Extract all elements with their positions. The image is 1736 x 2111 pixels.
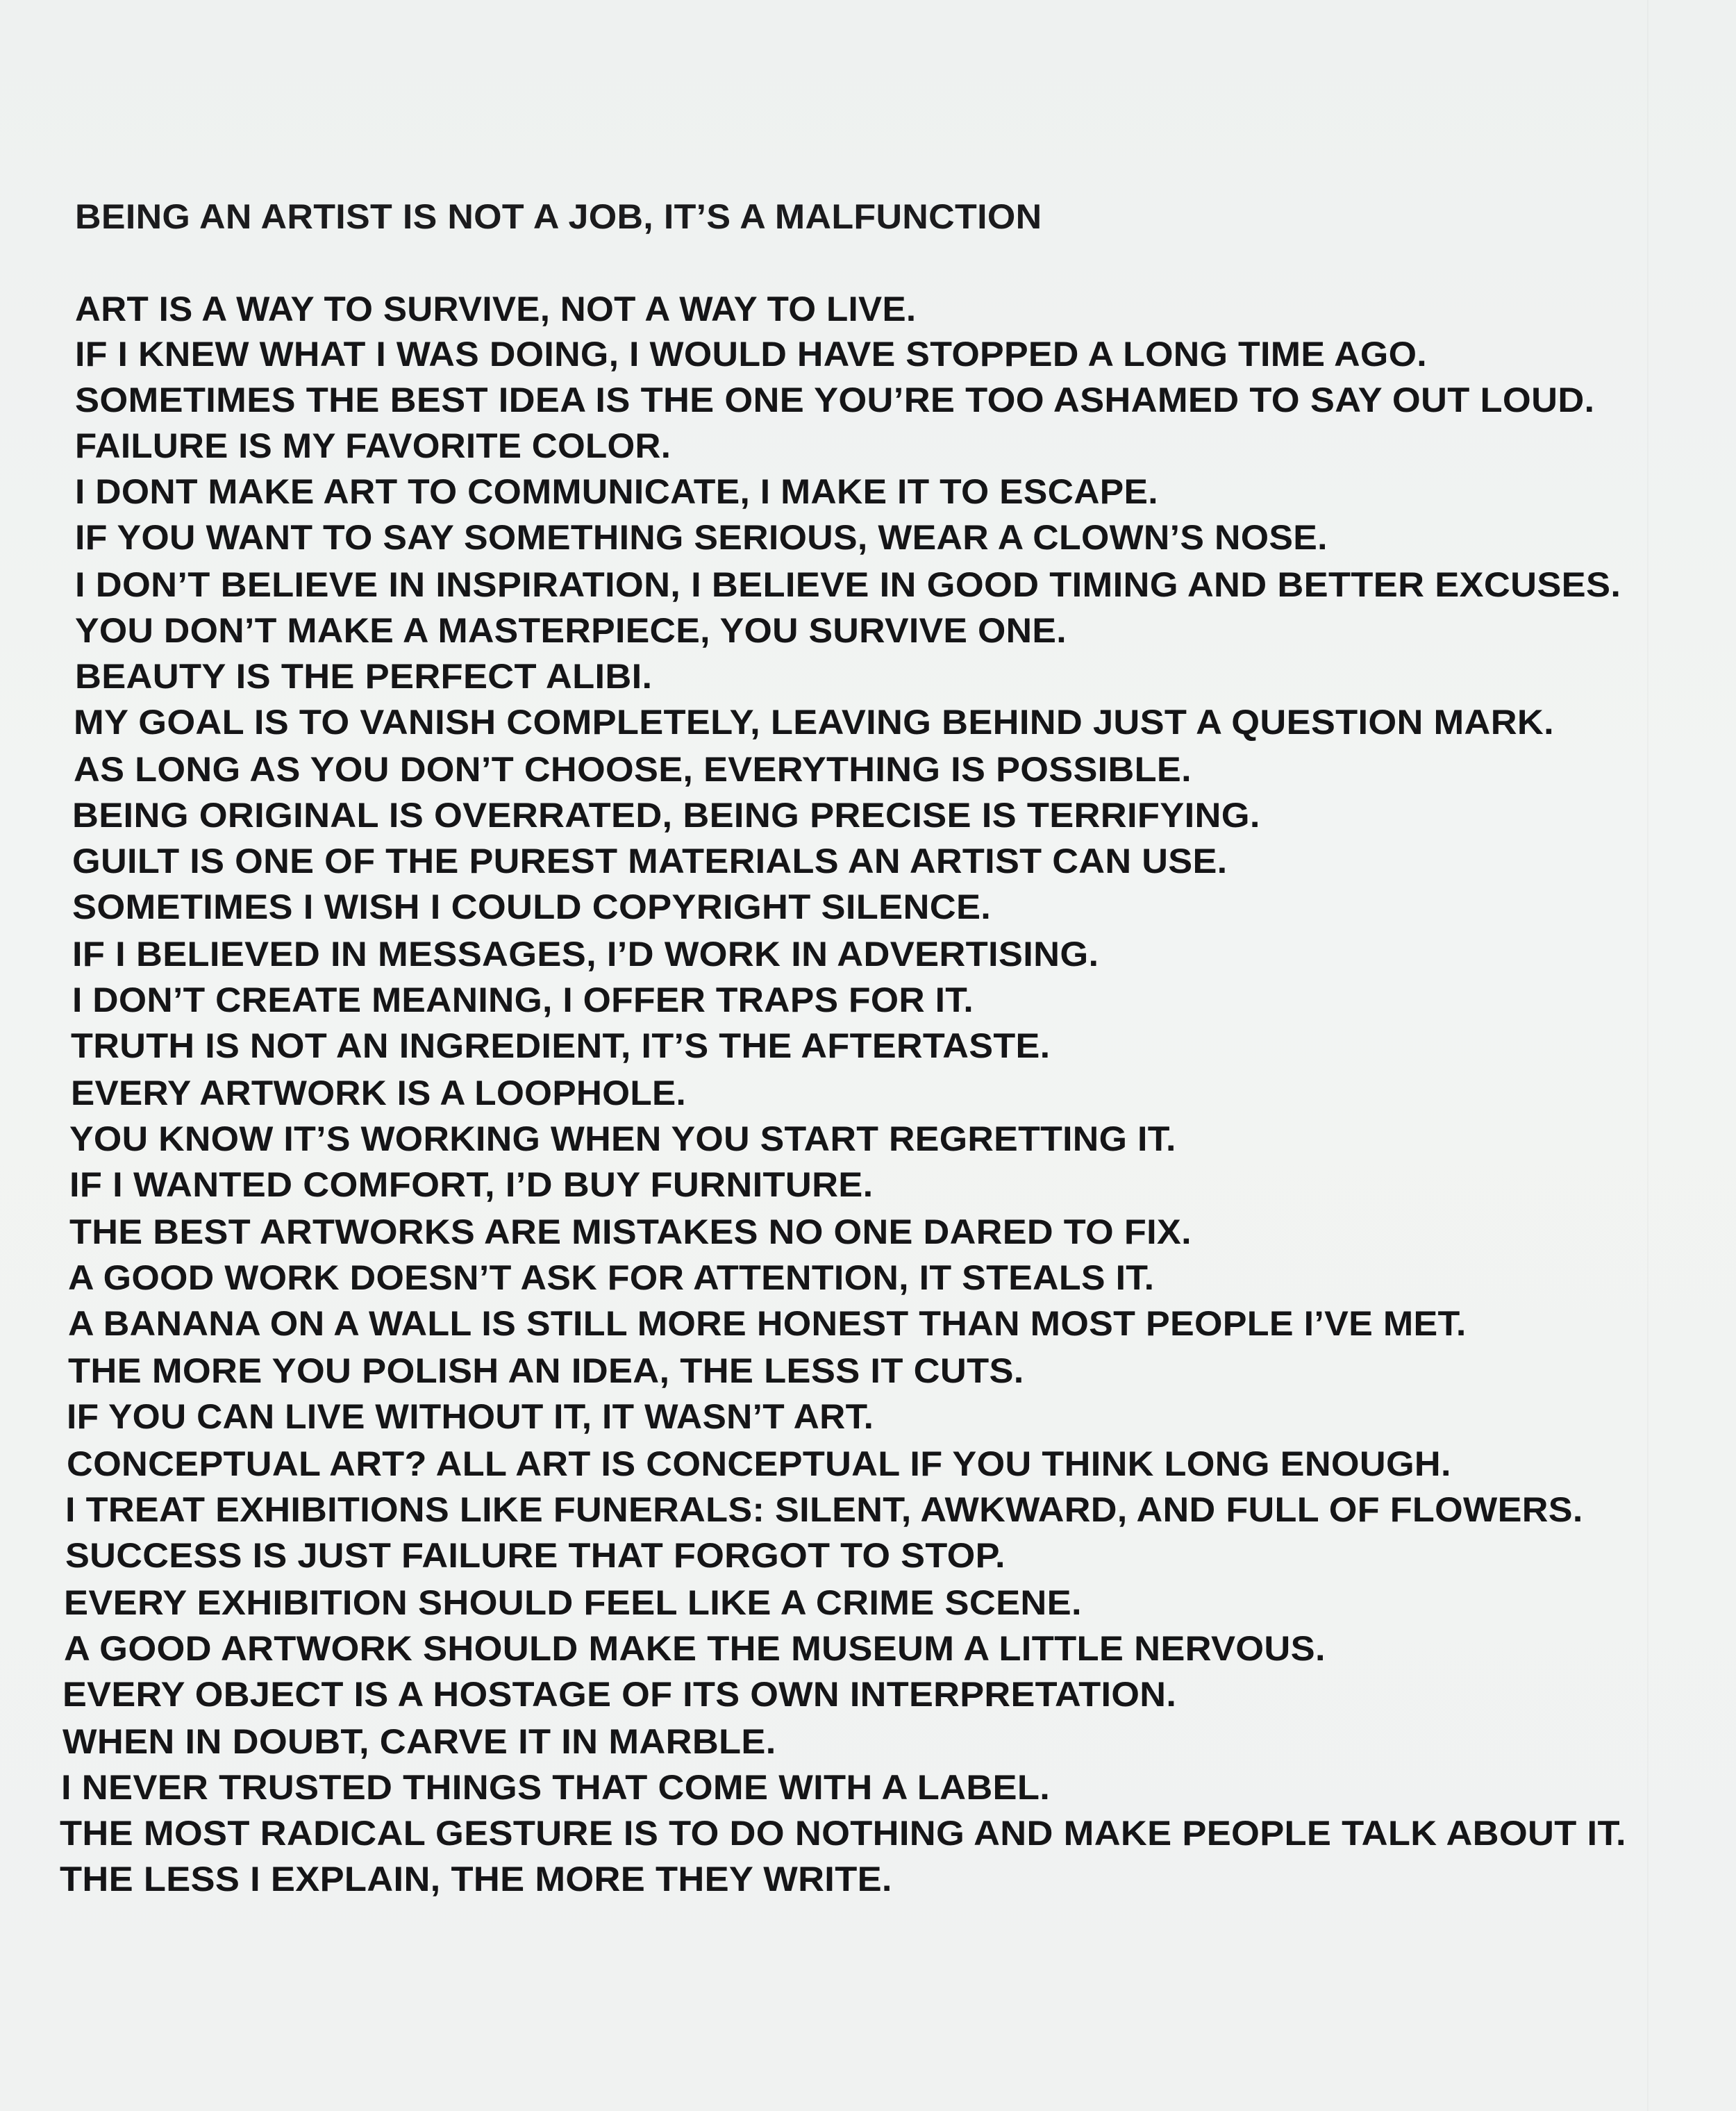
statement-line: YOU DON’T MAKE A MASTERPIECE, YOU SURVIVE ONE. — [75, 611, 1067, 650]
statement-line: ART IS A WAY TO SURVIVE, NOT A WAY TO LIVE. — [75, 290, 917, 328]
statement-line: GUILT IS ONE OF THE PUREST MATERIALS AN ARTIST CAN USE. — [72, 842, 1228, 881]
statement-line: EVERY ARTWORK IS A LOOPHOLE. — [71, 1074, 687, 1112]
statement-line: I NEVER TRUSTED THINGS THAT COME WITH A LABEL. — [61, 1768, 1051, 1807]
statement-line: THE BEST ARTWORKS ARE MISTAKES NO ONE DARED TO FIX. — [69, 1212, 1192, 1251]
statement-line: BEING ORIGINAL IS OVERRATED, BEING PRECISE IS TERRIFYING. — [72, 796, 1260, 835]
statement-line: I DONT MAKE ART TO COMMUNICATE, I MAKE IT TO ESCAPE. — [75, 472, 1158, 511]
statement-line: THE LESS I EXPLAIN, THE MORE THEY WRITE. — [60, 1860, 892, 1899]
statement-line: CONCEPTUAL ART? ALL ART IS CONCEPTUAL IF YOU THINK LONG ENOUGH. — [67, 1444, 1451, 1483]
statement-line: THE MORE YOU POLISH AN IDEA, THE LESS IT CUTS. — [68, 1351, 1024, 1390]
statement-line: BEAUTY IS THE PERFECT ALIBI. — [75, 657, 653, 696]
statement-title: BEING AN ARTIST IS NOT A JOB, IT’S A MALFUNCTION — [75, 197, 1042, 236]
statement-line: IF YOU CAN LIVE WITHOUT IT, IT WASN’T ART. — [67, 1397, 874, 1436]
statement-line: EVERY OBJECT IS A HOSTAGE OF ITS OWN INTERPRETATION. — [62, 1675, 1177, 1714]
statement-line: SUCCESS IS JUST FAILURE THAT FORGOT TO STOP. — [65, 1536, 1005, 1575]
statement-line: A GOOD WORK DOESN’T ASK FOR ATTENTION, IT STEALS IT. — [68, 1258, 1155, 1297]
statement-line: IF I WANTED COMFORT, I’D BUY FURNITURE. — [69, 1165, 874, 1204]
statement-line: TRUTH IS NOT AN INGREDIENT, IT’S THE AFTERTASTE. — [71, 1026, 1051, 1065]
statement-line: I DON’T CREATE MEANING, I OFFER TRAPS FOR IT. — [72, 981, 974, 1019]
statement-line: A GOOD ARTWORK SHOULD MAKE THE MUSEUM A LITTLE NERVOUS. — [64, 1629, 1326, 1668]
statement-line: AS LONG AS YOU DON’T CHOOSE, EVERYTHING IS POSSIBLE. — [74, 750, 1192, 789]
statement-line: IF I KNEW WHAT I WAS DOING, I WOULD HAVE STOPPED A LONG TIME AGO. — [75, 335, 1428, 374]
statement-line: I DON’T BELIEVE IN INSPIRATION, I BELIEVE IN GOOD TIMING AND BETTER EXCUSES. — [75, 565, 1621, 604]
statement-line: MY GOAL IS TO VANISH COMPLETELY, LEAVING BEHIND JUST A QUESTION MARK. — [74, 703, 1554, 742]
statement-line: SOMETIMES THE BEST IDEA IS THE ONE YOU’RE TOO ASHAMED TO SAY OUT LOUD. — [75, 381, 1595, 419]
statement-line: EVERY EXHIBITION SHOULD FEEL LIKE A CRIME SCENE. — [64, 1583, 1082, 1622]
statement-line: WHEN IN DOUBT, CARVE IT IN MARBLE. — [62, 1722, 776, 1761]
statement-line: SOMETIMES I WISH I COULD COPYRIGHT SILENCE. — [72, 887, 992, 926]
statement-line: A BANANA ON A WALL IS STILL MORE HONEST THAN MOST PEOPLE I’VE MET. — [68, 1304, 1467, 1343]
statement-line: YOU KNOW IT’S WORKING WHEN YOU START REGRETTING IT. — [69, 1119, 1176, 1158]
statement-line: IF YOU WANT TO SAY SOMETHING SERIOUS, WEAR A CLOWN’S NOSE. — [75, 518, 1328, 557]
statement-line: THE MOST RADICAL GESTURE IS TO DO NOTHING AND MAKE PEOPLE TALK ABOUT IT. — [60, 1814, 1626, 1853]
statement-line: FAILURE IS MY FAVORITE COLOR. — [75, 426, 671, 465]
statement-line: IF I BELIEVED IN MESSAGES, I’D WORK IN ADVERTISING. — [72, 935, 1099, 974]
statement-line: I TREAT EXHIBITIONS LIKE FUNERALS: SILENT, AWKWARD, AND FULL OF FLOWERS. — [65, 1490, 1583, 1529]
